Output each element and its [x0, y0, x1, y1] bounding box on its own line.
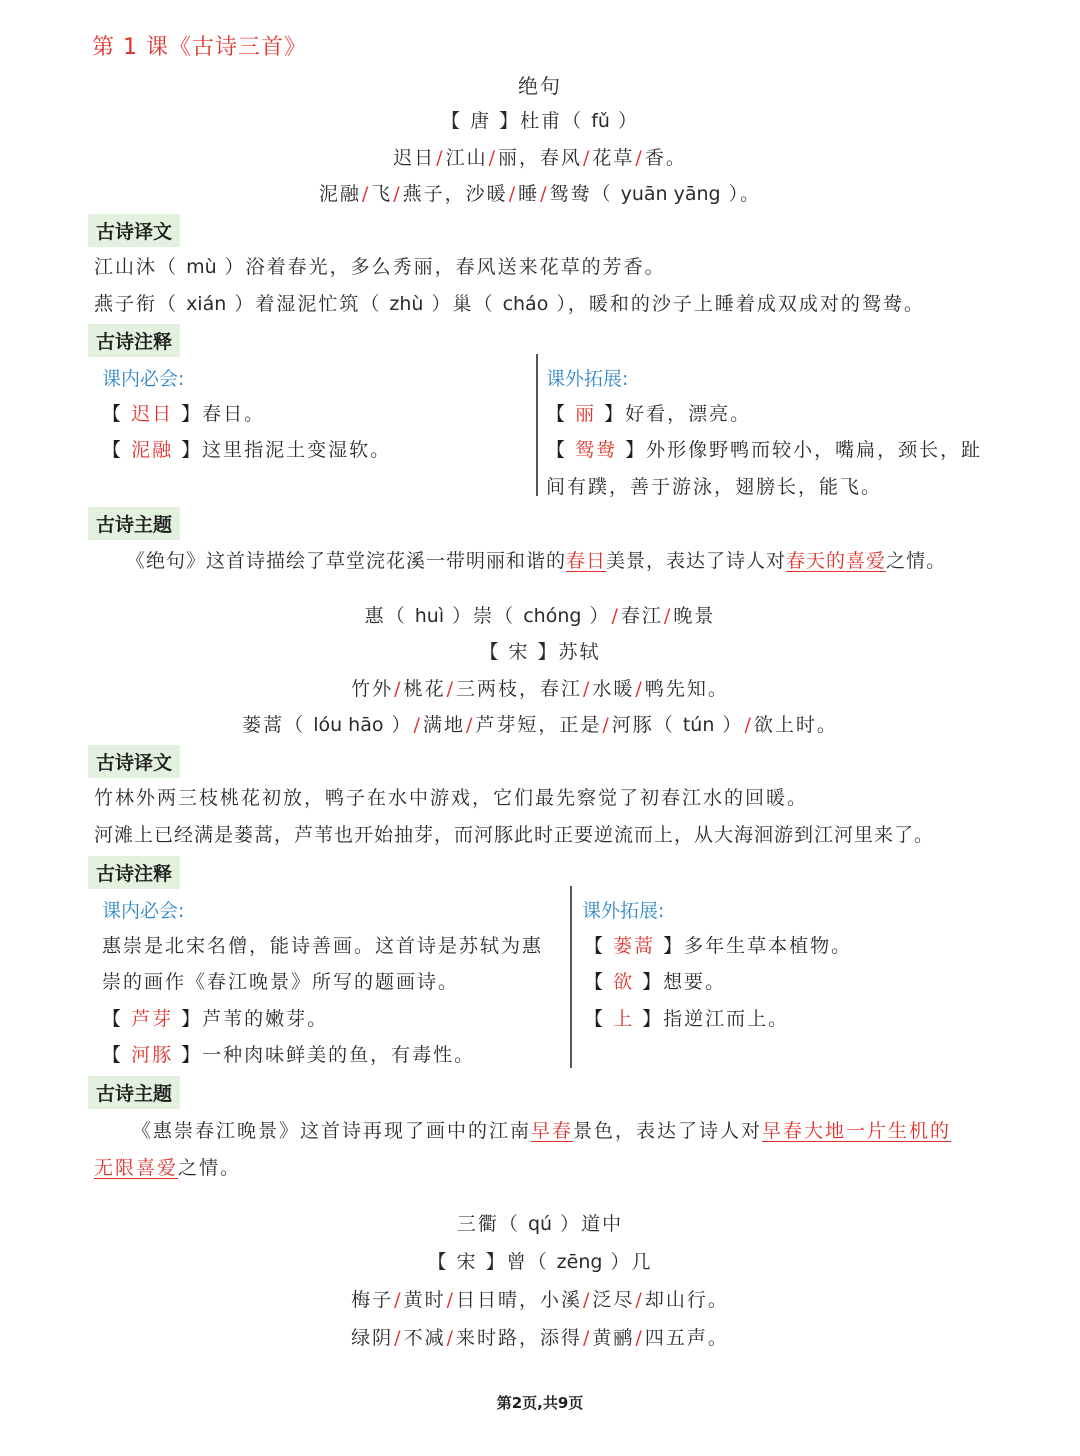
poem1-translation-tag: 古诗译文	[88, 214, 180, 247]
poem2-outside-note-3: 【 上 】指逆江而上。	[584, 1008, 790, 1030]
poem2-theme-line2: 无限喜爱之情。	[94, 1157, 242, 1179]
page-number: 第2页,共9页	[496, 1394, 584, 1412]
poem1-inside-note-2: 【 泥融 】这里指泥土变湿软。	[102, 439, 392, 461]
poem1-translation-line1: 江山沐（ mù ）浴着春光，多么秀丽，春风送来花草的芳香。	[94, 256, 666, 278]
poem1-inside-note-1: 【 迟日 】春日。	[102, 403, 266, 425]
poem2-inside-note-2: 【 河豚 】一种肉味鲜美的鱼，有毒性。	[102, 1044, 476, 1066]
poem2-inside-head: 课内必会:	[102, 900, 185, 922]
poem1-line2: 泥融/飞/燕子，沙暖/睡/鸳鸯（ yuān yāng ）。	[318, 183, 762, 205]
poem1-translation-line2: 燕子衔（ xián ）着湿泥忙筑（ zhù ）巢（ cháo ），暖和的沙子上睡着成双成对的鸳鸯。	[94, 293, 925, 315]
poem1-author-line: 【 唐 】杜甫（ fǔ ）	[441, 110, 639, 132]
poem1-theme-tag: 古诗主题	[88, 507, 180, 540]
poem2-notes-divider	[570, 886, 572, 1068]
poem2-outside-note-1: 【 蒌蒿 】多年生草本植物。	[584, 935, 853, 957]
poem1-author: 杜甫	[520, 110, 563, 132]
poem2-title: 惠（ huì ）崇（ chóng ）/春江/晚景	[364, 605, 716, 627]
poem1-notes-divider	[536, 354, 538, 496]
poem2-outside-head: 课外拓展:	[582, 900, 665, 922]
poem2-translation-line2: 河滩上已经满是蒌蒿，芦苇也开始抽芽，而河豚此时正要逆流而上，从大海洄游到江河里来了。	[94, 824, 935, 846]
poem2-theme-tag: 古诗主题	[88, 1076, 180, 1109]
poem2-inside-note-1: 【 芦芽 】芦苇的嫩芽。	[102, 1008, 329, 1030]
poem1-line1: 迟日/江山/丽，春风/花草/香。	[393, 147, 687, 169]
poem1-outside-note-1: 【 丽 】好看，漂亮。	[546, 403, 752, 425]
poem1-theme-text: 《绝句》这首诗描绘了草堂浣花溪一带明丽和谐的春日美景，表达了诗人对春天的喜爱之情。	[126, 550, 947, 572]
poem2-line1: 竹外/桃花/三两枝，春江/水暖/鸭先知。	[351, 678, 729, 700]
poem1-theme-highlight-1: 春日	[566, 550, 607, 572]
poem1-outside-head: 课外拓展:	[546, 368, 629, 390]
poem2-theme-line1: 《惠崇春江晚景》这首诗再现了画中的江南早春景色，表达了诗人对早春大地一片生机的	[132, 1120, 952, 1142]
poem2-inside-text-2: 崇的画作《春江晚景》所写的题画诗。	[102, 971, 460, 993]
poem1-dynasty: 唐	[470, 110, 492, 132]
poem3-title: 三衢（ qú ）道中	[456, 1213, 624, 1235]
poem2-translation-tag: 古诗译文	[88, 745, 180, 778]
poem2-inside-text-1: 惠崇是北宋名僧，能诗善画。这首诗是苏轼为惠	[102, 935, 544, 957]
poem2-translation-line1: 竹林外两三枝桃花初放，鸭子在水中游戏，它们最先察觉了初春江水的回暖。	[94, 787, 809, 809]
poem1-outside-note-2: 【 鸳鸯 】外形像野鸭而较小，嘴扁，颈长，趾	[546, 439, 983, 461]
poem1-title: 绝句	[518, 74, 562, 98]
poem2-theme-highlight-1: 早春	[531, 1120, 574, 1142]
poem2-author-line: 【 宋 】苏轼	[479, 641, 601, 663]
poem1-outside-note-2-cont: 间有蹼，善于游泳，翅膀长，能飞。	[546, 476, 883, 498]
poem2-theme-highlight-2: 早春大地一片生机的	[762, 1120, 952, 1142]
poem2-theme-highlight-3: 无限喜爱	[94, 1157, 179, 1179]
poem2-notes-tag: 古诗注释	[88, 856, 180, 889]
poem1-notes-tag: 古诗注释	[88, 324, 180, 357]
lesson-title: 第 1 课《古诗三首》	[92, 35, 307, 60]
poem3-author-line: 【 宋 】曾（ zēng ）几	[427, 1251, 653, 1273]
poem3-line2: 绿阴/不减/来时路，添得/黄鹂/四五声。	[351, 1327, 729, 1349]
poem2-line2: 蒌蒿（ lóu hāo ）/满地/芦芽短，正是/河豚（ tún ）/欲上时。	[242, 714, 838, 736]
poem2-outside-note-2: 【 欲 】想要。	[584, 971, 727, 993]
poem1-inside-head: 课内必会:	[102, 368, 185, 390]
poem1-theme-highlight-2: 春天的喜爱	[786, 550, 887, 572]
poem3-line1: 梅子/黄时/日日晴，小溪/泛尽/却山行。	[351, 1289, 729, 1311]
poem1-author-pinyin: fǔ	[591, 110, 610, 132]
